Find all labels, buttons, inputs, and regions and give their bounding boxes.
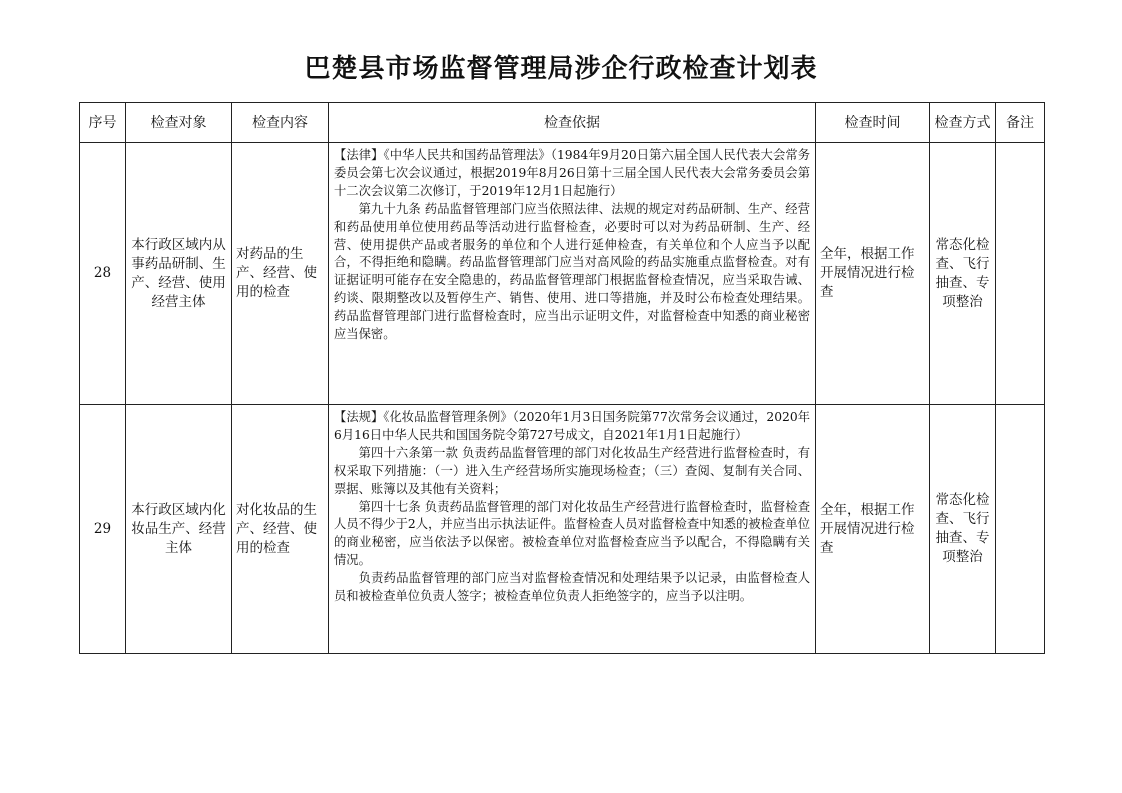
page-title: 巴楚县市场监督管理局涉企行政检查计划表 [304, 54, 818, 84]
basis-paragraph: 负责药品监督管理的部门应当对监督检查情况和处理结果予以记录，由监督检查人员和被检查单位负责人签字；被检查单位负责人拒绝签字的，应当予以注明。 [334, 571, 810, 604]
inspection-content: 对化妆品的生产、经营、使用的检查 [232, 405, 329, 654]
table-row [80, 143, 1045, 405]
table-row [80, 405, 1045, 654]
inspection-time: 全年，根据工作开展情况进行检查 [816, 405, 930, 654]
inspection-content: 对药品的生产、经营、使用的检查 [232, 143, 329, 405]
header-no: 序号 [80, 103, 126, 143]
inspection-time: 全年，根据工作开展情况进行检查 [816, 143, 930, 405]
remark-cell [996, 143, 1045, 405]
inspection-basis [329, 405, 816, 654]
header-basis: 检查依据 [329, 103, 816, 143]
row-number: 29 [80, 405, 126, 654]
header-remark: 备注 [996, 103, 1045, 143]
header-object: 检查对象 [126, 103, 232, 143]
inspection-basis [329, 143, 816, 405]
header-method: 检查方式 [930, 103, 996, 143]
basis-paragraph: 【法律】《中华人民共和国药品管理法》（1984年9月20日第六届全国人民代表大会常务委员会第七次会议通过，根据2019年8月26日第十三届全国人民代表大会常务委员会第十二次会议第二次修订，于2019年12月1日起施行） [334, 148, 810, 198]
remark-cell [996, 405, 1045, 654]
basis-paragraph: 第四十六条第一款 负责药品监督管理的部门对化妆品生产经营进行监督检查时，有权采取下列措施：（一）进入生产经营场所实施现场检查；（三）查阅、复制有关合同、票据、账簿以及其他有关资料； [334, 445, 810, 496]
table-header-row [80, 103, 1045, 143]
basis-paragraph: 第九十九条 药品监督管理部门应当依照法律、法规的规定对药品研制、生产、经营和药品使用单位使用药品等活动进行监督检查，必要时可以对为药品研制、生产、经营、使用提供产品或者服务的单位和个人进行延伸检查，有关单位和个人应当予以配合，不得拒绝和隐瞒。药品监督管理部门应当对高风险的药品实施重点监督检查。对有证据证明可能存在安全隐患的，药品监督管理部门根据监督检查情况，应当采取告诫、约谈、限期整改以及暂停生产、销售、使用、进口等措施，并及时公布检查处理结果。药品监督管理部门进行监督检查时，应当出示证明文件，对监督检查中知悉的商业秘密应当保密。 [334, 201, 810, 342]
row-number: 28 [80, 143, 126, 405]
header-content: 检查内容 [232, 103, 329, 143]
basis-paragraph: 第四十七条 负责药品监督管理的部门对化妆品生产经营进行监督检查时，监督检查人员不得少于2人，并应当出示执法证件。监督检查人员对监督检查中知悉的被检查单位的商业秘密，应当依法予以保密。被检查单位对监督检查应当予以配合，不得隐瞒有关情况。 [334, 499, 810, 568]
inspection-method: 常态化检查、飞行抽查、专项整治 [930, 143, 996, 405]
inspection-method: 常态化检查、飞行抽查、专项整治 [930, 405, 996, 654]
inspection-plan-table [79, 102, 1045, 654]
basis-paragraph: 【法规】《化妆品监督管理条例》（2020年1月3日国务院第77次常务会议通过，2020年6月16日中华人民共和国国务院令第727号成文，自2021年1月1日起施行） [334, 410, 810, 442]
header-time: 检查时间 [816, 103, 930, 143]
inspection-object: 本行政区域内从事药品研制、生产、经营、使用经营主体 [126, 143, 232, 405]
inspection-object: 本行政区域内化妆品生产、经营主体 [126, 405, 232, 654]
